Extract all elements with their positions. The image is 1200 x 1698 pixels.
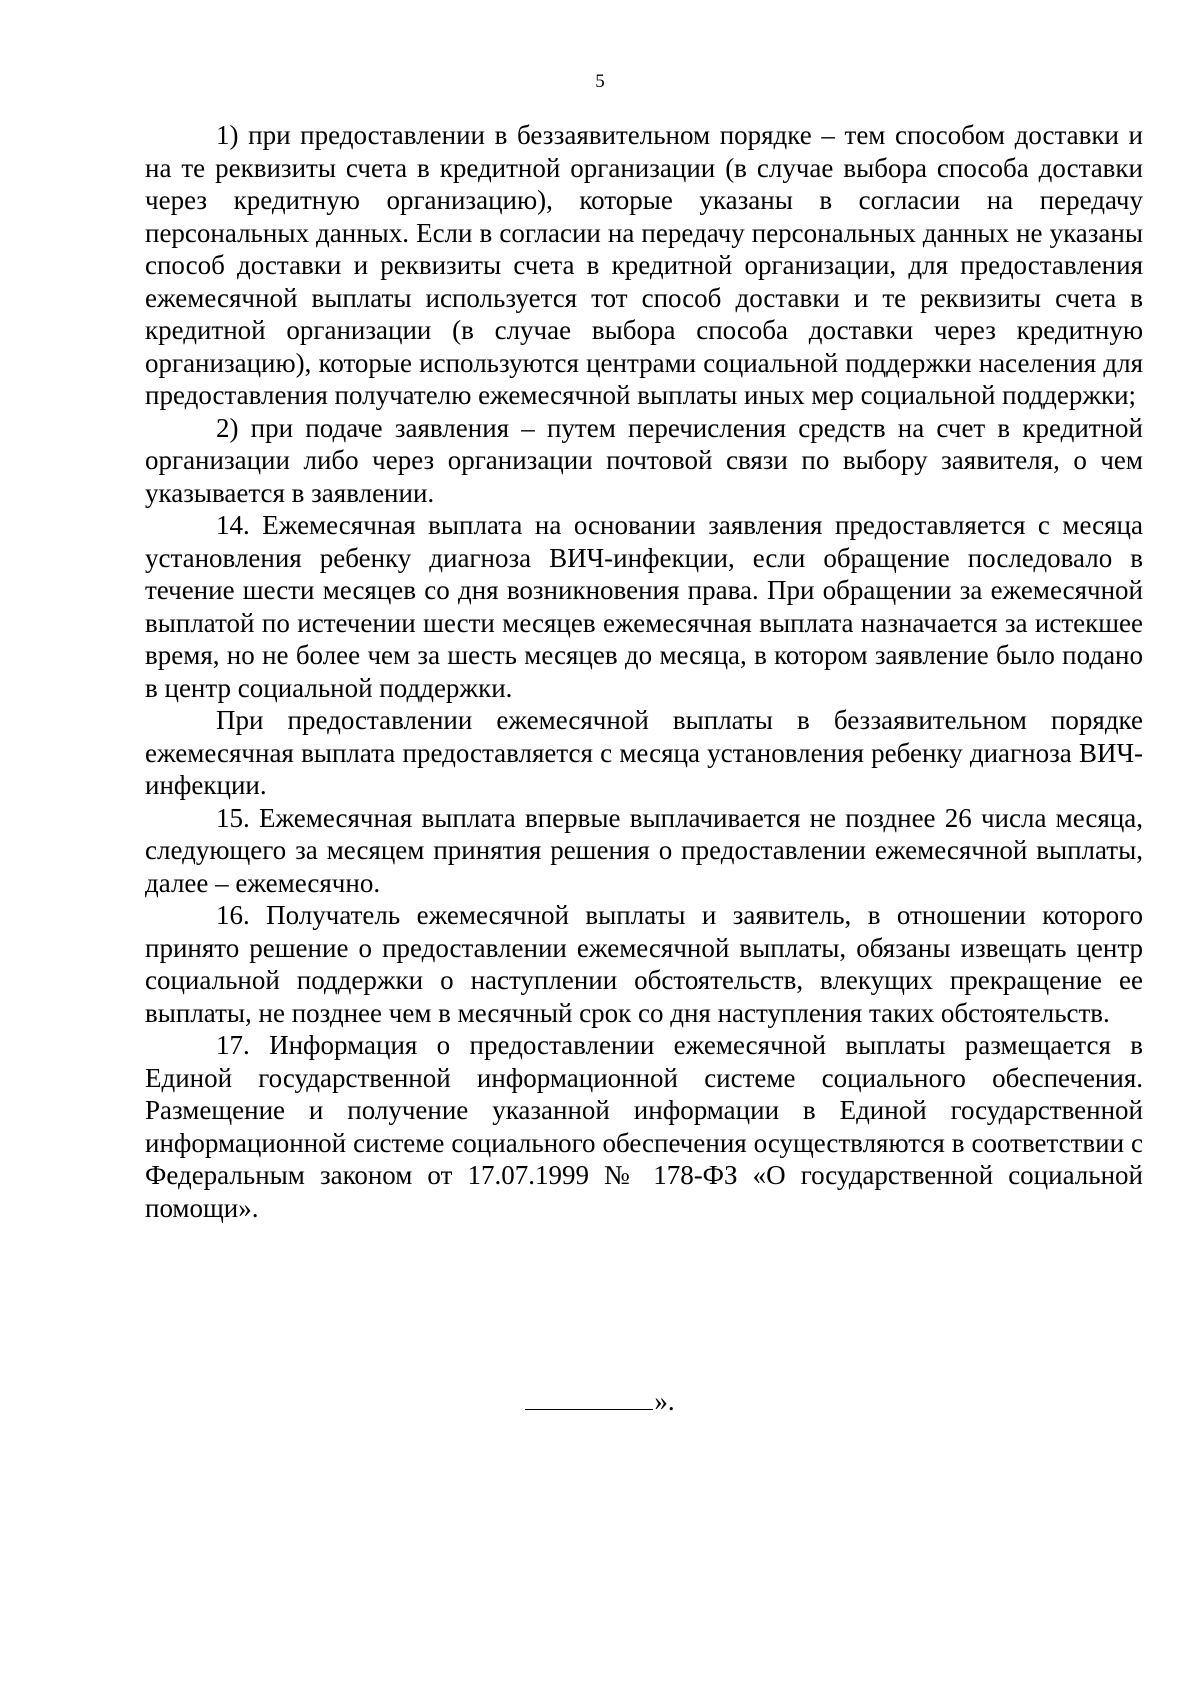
closing-underline xyxy=(525,1383,653,1410)
closing-quote-mark: ». xyxy=(654,1386,675,1416)
document-body xyxy=(145,119,1143,1224)
paragraph-item-1: 1) при предоставлении в беззаявительном порядке – тем способом доставки и на те реквизиты счета в кредитной организации (в случае выбора способа доставки через кредитную организацию), которые указаны в согласии на передачу персональных данных. Если в согласии на передачу персональных данных не указаны способ доставки и реквизиты счета в кредитной организации, для предоставления ежемесячной выплаты используется тот способ доставки и те реквизиты счета в кредитной организации (в случае выбора способа доставки через кредитную организацию), которые используются центрами социальной поддержки населения для предоставления получателю ежемесячной выплаты иных мер социальной поддержки; xyxy=(145,120,1143,410)
paragraph-point-16: 16. Получатель ежемесячной выплаты и заявитель, в отношении которого принято решение о предоставлении ежемесячной выплаты, обязаны извещать центр социальной поддержки о наступлении обстоятельств, влекущих прекращение ее выплаты, не позднее чем в месячный срок со дня наступления таких обстоятельств. xyxy=(145,900,1143,1028)
paragraph-point-17: 17. Информация о предоставлении ежемесячной выплаты размещается в Единой государственной информационной системе социального обеспечения. Размещение и получение указанной информации в Единой государственной информационной системе социального обеспечения осуществляются в соответствии с Федеральным законом от 17.07.1999 № 178-ФЗ «О государственной социальной помощи». xyxy=(145,1030,1143,1223)
paragraph-item-2: 2) при подаче заявления – путем перечисления средств на счет в кредитной организации либо через организации почтовой связи по выбору заявителя, о чем указывается в заявлении. xyxy=(145,412,1143,508)
page-number: 5 xyxy=(595,71,605,92)
paragraph-point-14: 14. Ежемесячная выплата на основании заявления предоставляется с месяца установления ребенку диагноза ВИЧ-инфекции, если обращение последовало в течение шести месяцев со дня возникновения права. При обращении за ежемесячной выплатой по истечении шести месяцев ежемесячная выплата назначается за истекшее время, но не более чем за шесть месяцев до месяца, в котором заявление было подано в центр социальной поддержки. xyxy=(145,510,1143,703)
paragraph-point-15: 15. Ежемесячная выплата впервые выплачивается не позднее 26 числа месяца, следующего за месяцем принятия решения о предоставлении ежемесячной выплаты, далее – ежемесячно. xyxy=(145,802,1143,898)
closing-line xyxy=(0,1383,1200,1417)
paragraph-point-14-part-2: При предоставлении ежемесячной выплаты в беззаявительном порядке ежемесячная выплата предоставляется с месяца установления ребенку диагноза ВИЧ-инфекции. xyxy=(145,705,1143,800)
